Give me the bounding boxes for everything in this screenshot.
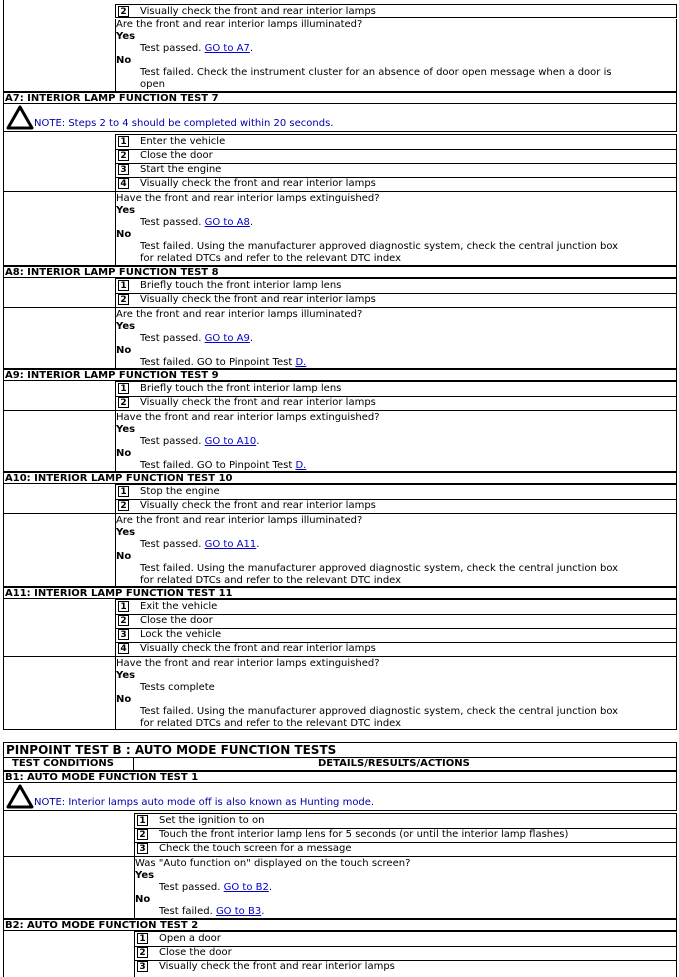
test-conditions-cell <box>3 308 115 369</box>
column-divider <box>133 758 134 770</box>
yes-label: Yes <box>135 870 155 881</box>
no-action-cont: for related DTCs and refer to the relevant DTC index <box>140 718 402 729</box>
test-conditions-cell <box>3 132 115 192</box>
yes-label: Yes <box>116 31 136 42</box>
section-header-a7: A7: INTERIOR LAMP FUNCTION TEST 7 <box>3 92 677 104</box>
go-to-a11-link[interactable]: GO to A11 <box>204 539 257 550</box>
test-conditions-cell <box>3 811 134 857</box>
section-header-b1: B1: AUTO MODE FUNCTION TEST 1 <box>3 771 677 783</box>
no-action: Test failed. Check the instrument cluster for an absence of door open message when a door is <box>140 67 612 78</box>
no-label: No <box>116 55 132 66</box>
go-to-a8-link[interactable]: GO to A8 <box>204 217 250 228</box>
yes-action: Test passed. GO to A9. <box>140 333 254 344</box>
section-header-a8: A8: INTERIOR LAMP FUNCTION TEST 8 <box>3 266 677 278</box>
note-box <box>3 783 677 811</box>
warning-triangle-icon <box>6 784 34 809</box>
step-row: 3 Check the touch screen for a message <box>135 842 676 856</box>
question-text: Have the front and rear interior lamps extinguished? <box>116 658 380 669</box>
step-row: 2 Close the door <box>116 614 676 629</box>
no-label: No <box>116 694 132 705</box>
column-header-details: DETAILS/RESULTS/ACTIONS <box>318 758 470 769</box>
no-action-cont: for related DTCs and refer to the relevant DTC index <box>140 253 402 264</box>
steps-box <box>134 931 677 977</box>
question-text: Was "Auto function on" displayed on the touch screen? <box>135 858 411 869</box>
yes-label: Yes <box>116 205 136 216</box>
go-to-a9-link[interactable]: GO to A9 <box>204 333 250 344</box>
question-text: Are the front and rear interior lamps illuminated? <box>116 309 363 320</box>
steps-box <box>115 599 677 657</box>
no-action-cont: for related DTCs and refer to the relevant DTC index <box>140 575 402 586</box>
step-row: 2 Close the door <box>135 946 676 961</box>
step-row: 4 Visually check the front and rear interior lamps <box>116 177 676 191</box>
step-row: 2 Visually check the front and rear interior lamps <box>116 293 676 307</box>
test-conditions-cell <box>3 857 134 919</box>
steps-box <box>134 813 677 857</box>
test-conditions-cell <box>3 657 115 730</box>
steps-box <box>115 134 677 192</box>
results-box <box>115 192 677 266</box>
no-label: No <box>116 229 132 240</box>
yes-action: Test passed. GO to A8. <box>140 217 254 228</box>
test-conditions-cell <box>3 19 115 92</box>
no-action: Test failed. Using the manufacturer approved diagnostic system, check the central junction box <box>140 241 619 252</box>
test-conditions-cell <box>3 931 134 977</box>
no-label: No <box>116 551 132 562</box>
test-conditions-cell <box>3 514 115 587</box>
step-row: 1 Briefly touch the front interior lamp lens <box>116 279 676 294</box>
no-label: No <box>116 448 132 459</box>
results-box <box>115 657 677 730</box>
section-header-b2: B2: AUTO MODE FUNCTION TEST 2 <box>3 919 677 931</box>
question-text: Have the front and rear interior lamps extinguished? <box>116 412 380 423</box>
yes-action: Test passed. GO to A10. <box>140 436 260 447</box>
step-number: 2 <box>118 6 129 17</box>
step-text: Visually check the front and rear interior lamps <box>140 6 376 17</box>
results-box <box>134 857 677 919</box>
note-box <box>3 104 677 132</box>
no-label: No <box>116 345 132 356</box>
step-row: 2 Visually check the front and rear interior lamps <box>116 396 676 410</box>
pinpoint-test-d-link[interactable]: D. <box>295 460 307 471</box>
step-row: 3 Start the engine <box>116 163 676 178</box>
note-text: NOTE: Interior lamps auto mode off is also known as Hunting mode. <box>34 797 375 808</box>
note-text: NOTE: Steps 2 to 4 should be completed within 20 seconds. <box>34 118 334 129</box>
section-header-a10: A10: INTERIOR LAMP FUNCTION TEST 10 <box>3 472 677 484</box>
no-action: Test failed. GO to Pinpoint Test D. <box>140 460 307 471</box>
step-row: 4 Visually check the front and rear interior lamps <box>116 642 676 656</box>
no-action: Test failed. GO to B3. <box>159 906 265 917</box>
section-header-a9: A9: INTERIOR LAMP FUNCTION TEST 9 <box>3 369 677 381</box>
test-conditions-cell <box>3 411 115 472</box>
yes-action: Test passed. GO to A7. <box>140 43 254 54</box>
yes-action: Test passed. GO to A11. <box>140 539 260 550</box>
steps-box <box>115 381 677 411</box>
yes-label: Yes <box>116 670 136 681</box>
test-conditions-cell <box>3 192 115 266</box>
question-text: Have the front and rear interior lamps extinguished? <box>116 193 380 204</box>
section-header-a11: A11: INTERIOR LAMP FUNCTION TEST 11 <box>3 587 677 599</box>
step-row: 1 Set the ignition to on <box>135 814 676 829</box>
yes-action: Test passed. GO to B2. <box>159 882 273 893</box>
step-row <box>116 5 676 19</box>
step-row: 1 Exit the vehicle <box>116 600 676 615</box>
pinpoint-test-d-link[interactable]: D. <box>295 357 307 368</box>
steps-box <box>115 484 677 514</box>
test-conditions-cell <box>3 0 115 19</box>
go-to-a7-link[interactable]: GO to A7 <box>204 43 250 54</box>
no-action: Test failed. Using the manufacturer approved diagnostic system, check the central junction box <box>140 563 619 574</box>
test-conditions-cell <box>3 484 115 514</box>
no-action-cont: open <box>140 79 165 90</box>
step-row: 2 Visually check the front and rear interior lamps <box>116 499 676 513</box>
yes-action: Tests complete <box>140 682 215 693</box>
step-row: 3 Lock the vehicle <box>116 628 676 643</box>
go-to-a10-link[interactable]: GO to A10 <box>204 436 257 447</box>
step-row: 2 Touch the front interior lamp lens for 5 seconds (or until the interior lamp flashes) <box>135 828 676 843</box>
go-to-b3-link[interactable]: GO to B3 <box>215 906 262 917</box>
no-action: Test failed. GO to Pinpoint Test D. <box>140 357 307 368</box>
step-row: 1 Enter the vehicle <box>116 135 676 150</box>
warning-triangle-icon <box>6 105 34 130</box>
step-row: 1 Stop the engine <box>116 485 676 500</box>
test-conditions-cell <box>3 381 115 411</box>
no-label: No <box>135 894 151 905</box>
step-row: 1 Briefly touch the front interior lamp lens <box>116 382 676 397</box>
step-row: 1 Open a door <box>135 932 676 947</box>
step-row: 3 Visually check the front and rear interior lamps <box>135 960 676 974</box>
no-action: Test failed. Using the manufacturer approved diagnostic system, check the central junction box <box>140 706 619 717</box>
go-to-b2-link[interactable]: GO to B2 <box>223 882 269 893</box>
results-content <box>116 19 676 91</box>
question-text: Are the front and rear interior lamps illuminated? <box>116 19 363 30</box>
yes-label: Yes <box>116 424 136 435</box>
steps-box <box>115 4 677 18</box>
yes-label: Yes <box>116 527 136 538</box>
step-row: 2 Close the door <box>116 149 676 164</box>
steps-box <box>115 278 677 308</box>
results-box <box>115 411 677 472</box>
test-conditions-cell <box>3 599 115 657</box>
pinpoint-test-b-title: PINPOINT TEST B : AUTO MODE FUNCTION TESTS <box>3 742 677 758</box>
results-box <box>115 19 677 92</box>
results-box <box>115 514 677 587</box>
column-header-test-conditions: TEST CONDITIONS <box>12 758 115 769</box>
column-header-row <box>3 758 677 771</box>
question-text: Are the front and rear interior lamps illuminated? <box>116 515 363 526</box>
yes-label: Yes <box>116 321 136 332</box>
results-box <box>115 308 677 369</box>
test-conditions-cell <box>3 278 115 308</box>
